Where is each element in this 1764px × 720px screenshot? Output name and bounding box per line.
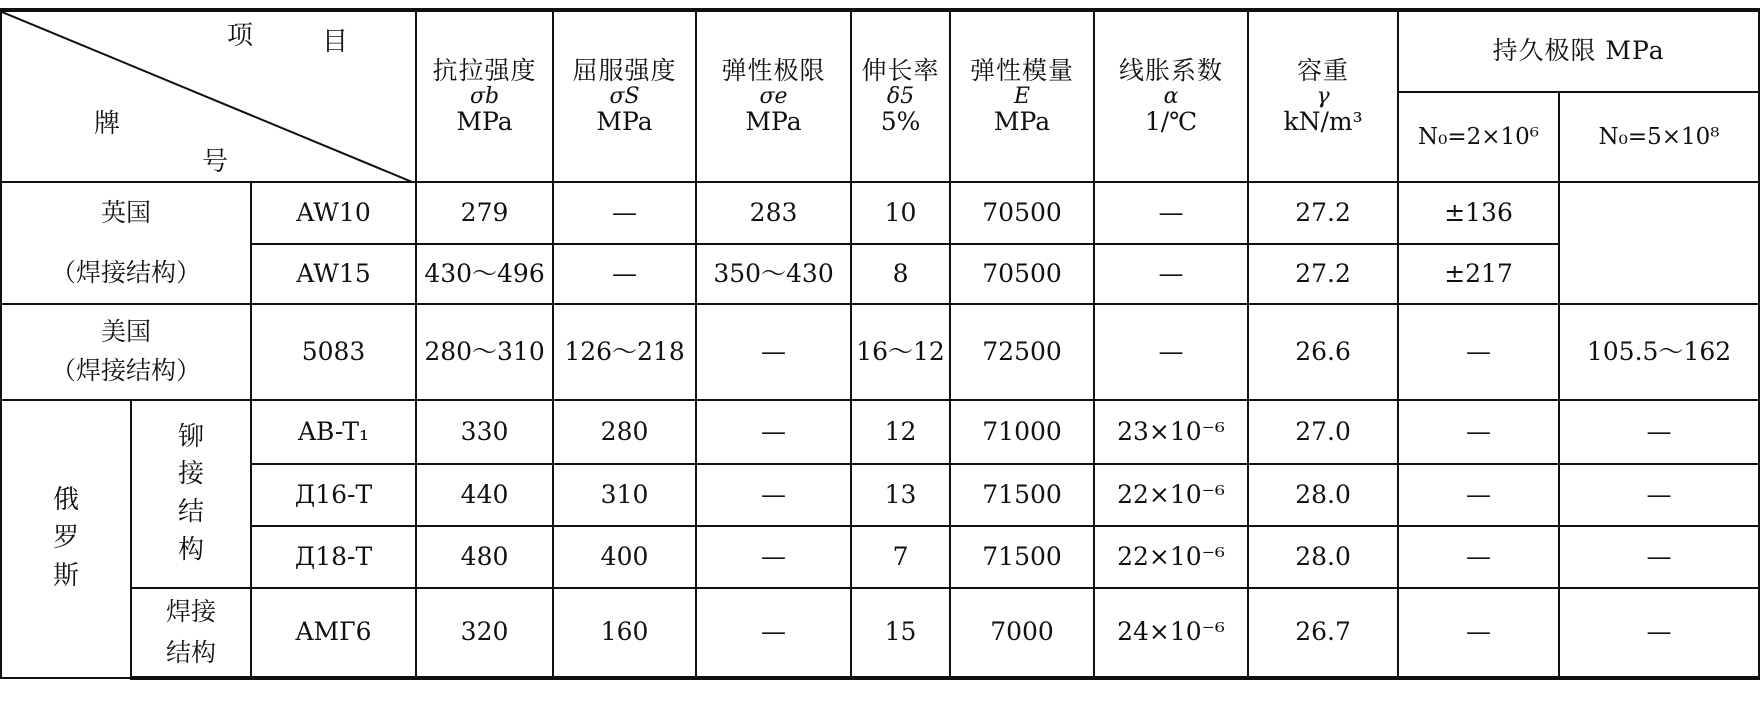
elongation-cell: 16～12 <box>851 304 950 400</box>
header-tensile: 抗拉强度 σb MPa <box>416 10 553 182</box>
table-row <box>1 526 1759 588</box>
endurance-n1-cell: ±136 <box>1398 182 1559 244</box>
endurance-n1-cell: — <box>1398 400 1559 464</box>
yield-cell: — <box>553 244 696 304</box>
expansion-cell: — <box>1094 304 1248 400</box>
endurance-n2-cell: — <box>1559 464 1759 526</box>
header-expansion: 线胀系数 α 1/℃ <box>1094 10 1248 182</box>
elastic-cell: 350～430 <box>696 244 851 304</box>
endurance-n2-cell <box>1559 182 1759 244</box>
group-uk-line1: 英国 <box>1 182 251 244</box>
corner-item-a: 项 <box>227 21 254 51</box>
modulus-cell: 70500 <box>950 244 1094 304</box>
expansion-cell: 22×10⁻⁶ <box>1094 464 1248 526</box>
endurance-n1-cell: — <box>1398 588 1559 678</box>
grade-cell: AMГ6 <box>251 588 416 678</box>
group-ru-welded: 焊接 结构 <box>131 588 251 678</box>
table-row <box>1 588 1759 678</box>
corner-brand-a: 牌 <box>94 109 121 139</box>
tensile-cell: 280～310 <box>416 304 553 400</box>
endurance-n1-cell: — <box>1398 304 1559 400</box>
header-endurance: 持久极限 MPa <box>1398 10 1759 92</box>
unit-weight-cell: 28.0 <box>1248 464 1398 526</box>
grade-cell: AW10 <box>251 182 416 244</box>
modulus-cell: 70500 <box>950 182 1094 244</box>
elastic-cell: — <box>696 304 851 400</box>
endurance-n2-cell: — <box>1559 588 1759 678</box>
corner-item-b: 目 <box>322 27 349 57</box>
table-row <box>1 304 1759 400</box>
modulus-cell: 71500 <box>950 464 1094 526</box>
elongation-cell: 8 <box>851 244 950 304</box>
elastic-cell: — <box>696 464 851 526</box>
unit-weight-cell: 27.2 <box>1248 244 1398 304</box>
yield-cell: — <box>553 182 696 244</box>
elongation-cell: 7 <box>851 526 950 588</box>
grade-cell: Д16-T <box>251 464 416 526</box>
yield-cell: 126～218 <box>553 304 696 400</box>
yield-cell: 280 <box>553 400 696 464</box>
unit-weight-cell: 28.0 <box>1248 526 1398 588</box>
yield-cell: 310 <box>553 464 696 526</box>
header-endurance-n2: N₀=5×10⁸ <box>1559 92 1759 182</box>
grade-cell: AB-T₁ <box>251 400 416 464</box>
grade-cell: AW15 <box>251 244 416 304</box>
elongation-cell: 15 <box>851 588 950 678</box>
group-ru-country: 俄罗斯 <box>1 400 131 678</box>
elongation-cell: 10 <box>851 182 950 244</box>
header-row <box>1 10 1759 92</box>
table-row <box>1 464 1759 526</box>
material-properties-table <box>0 8 1760 680</box>
endurance-n1-cell: ±217 <box>1398 244 1559 304</box>
grade-cell: 5083 <box>251 304 416 400</box>
header-unit-weight: 容重 γ kN/m³ <box>1248 10 1398 182</box>
expansion-cell: — <box>1094 244 1248 304</box>
corner-brand-b: 号 <box>202 147 229 177</box>
elastic-cell: — <box>696 526 851 588</box>
header-elastic-limit: 弹性极限 σe MPa <box>696 10 851 182</box>
expansion-cell: 22×10⁻⁶ <box>1094 526 1248 588</box>
modulus-cell: 71000 <box>950 400 1094 464</box>
unit-weight-cell: 26.6 <box>1248 304 1398 400</box>
elastic-cell: 283 <box>696 182 851 244</box>
expansion-cell: 23×10⁻⁶ <box>1094 400 1248 464</box>
grade-cell: Д18-T <box>251 526 416 588</box>
tensile-cell: 430～496 <box>416 244 553 304</box>
unit-weight-cell: 27.2 <box>1248 182 1398 244</box>
elongation-cell: 13 <box>851 464 950 526</box>
yield-cell: 160 <box>553 588 696 678</box>
header-modulus: 弹性模量 E MPa <box>950 10 1094 182</box>
endurance-n1-cell: — <box>1398 464 1559 526</box>
table-row <box>1 182 1759 244</box>
modulus-cell: 72500 <box>950 304 1094 400</box>
corner-header-cell <box>1 10 416 182</box>
tensile-cell: 480 <box>416 526 553 588</box>
unit-weight-cell: 26.7 <box>1248 588 1398 678</box>
tensile-cell: 330 <box>416 400 553 464</box>
endurance-n1-cell: — <box>1398 526 1559 588</box>
group-ru-riveted: 铆接结构 <box>131 400 251 588</box>
tensile-cell: 440 <box>416 464 553 526</box>
elastic-cell: — <box>696 400 851 464</box>
header-yield: 屈服强度 σS MPa <box>553 10 696 182</box>
tensile-cell: 320 <box>416 588 553 678</box>
expansion-cell: — <box>1094 182 1248 244</box>
table-row <box>1 400 1759 464</box>
modulus-cell: 7000 <box>950 588 1094 678</box>
tensile-cell: 279 <box>416 182 553 244</box>
elongation-cell: 12 <box>851 400 950 464</box>
elastic-cell: — <box>696 588 851 678</box>
group-uk-line2: （焊接结构） <box>1 244 251 304</box>
yield-cell: 400 <box>553 526 696 588</box>
endurance-n2-cell <box>1559 244 1759 304</box>
modulus-cell: 71500 <box>950 526 1094 588</box>
table-row <box>1 244 1759 304</box>
unit-weight-cell: 27.0 <box>1248 400 1398 464</box>
expansion-cell: 24×10⁻⁶ <box>1094 588 1248 678</box>
group-us: 美国 （焊接结构） <box>1 304 251 400</box>
header-elongation: 伸长率 δ5 5% <box>851 10 950 182</box>
header-endurance-n1: N₀=2×10⁶ <box>1398 92 1559 182</box>
endurance-n2-cell: 105.5～162 <box>1559 304 1759 400</box>
endurance-n2-cell: — <box>1559 526 1759 588</box>
endurance-n2-cell: — <box>1559 400 1759 464</box>
